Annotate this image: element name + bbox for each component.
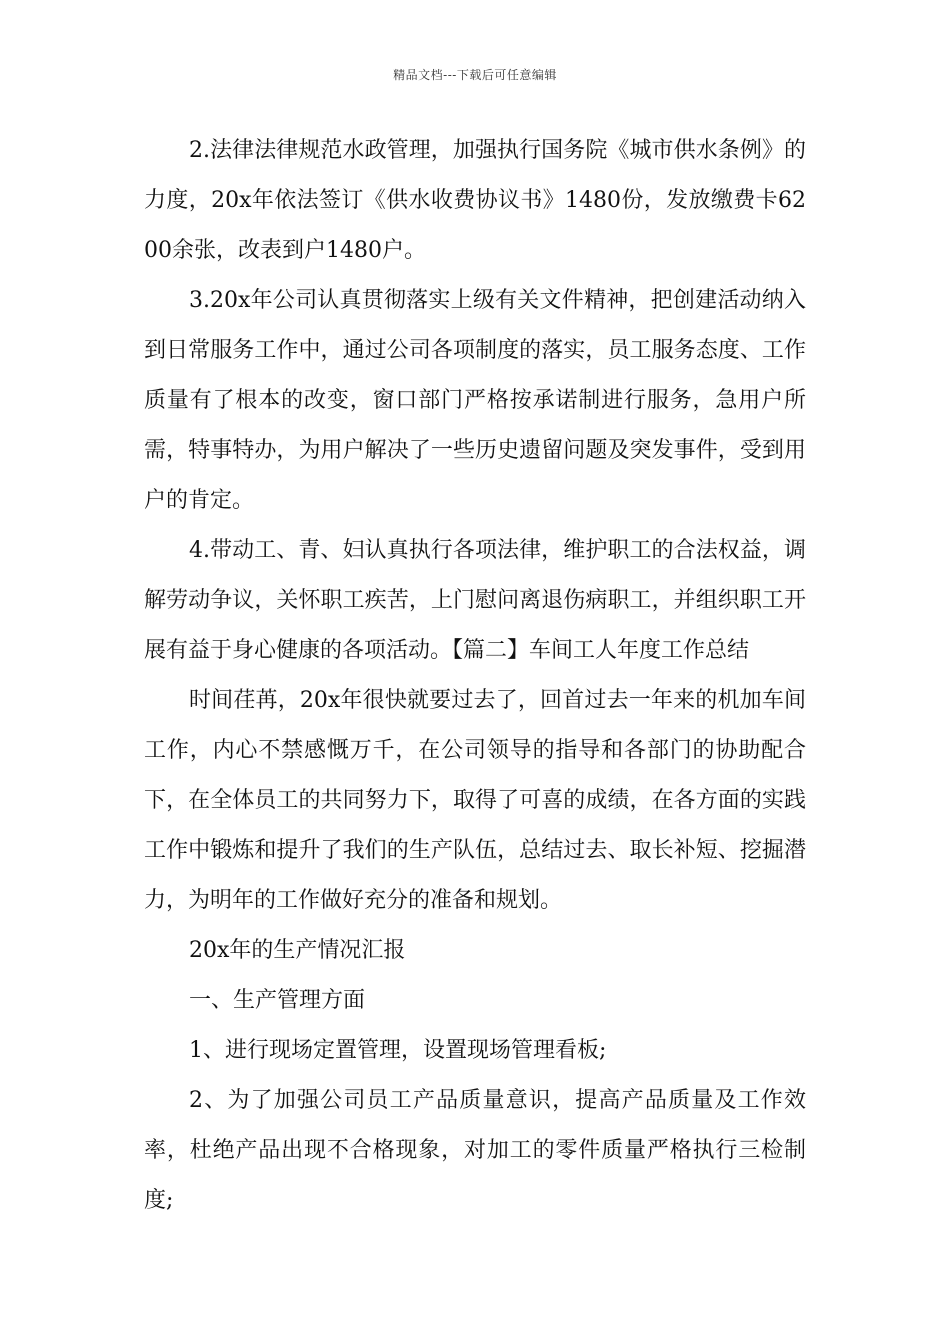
section-heading-production-management: 一、生产管理方面	[189, 988, 366, 1013]
paragraph-item-4: 4.带动工、青、妇认真执行各项法律，维护职工的合法权益，调解劳动争议，关怀职工疾苦，上门慰问离退伤病职工，并组织职工开展有益于身心健康的各项活动。【篇二】车间工人年度工作总结	[144, 538, 806, 663]
page-header: 精品文档---下载后可任意编辑	[393, 68, 557, 82]
list-item-1: 1、进行现场定置管理，设置现场管理看板;	[189, 1038, 607, 1063]
paragraph-summary-intro: 时间荏苒，20x年很快就要过去了，回首过去一年来的机加车间工作，内心不禁感慨万千，在公司领导的指导和各部门的协助配合下，在全体员工的共同努力下，取得了可喜的成绩，在各方面的实践工作中锻炼和提升了我们的生产队伍，总结过去、取长补短、挖掘潜力，为明年的工作做好充分的准备和规划。	[144, 688, 806, 913]
section-heading-production-report: 20x年的生产情况汇报	[189, 938, 406, 963]
paragraph-item-2: 2.法律法律规范水政管理，加强执行国务院《城市供水条例》的力度，20x年依法签订《供水收费协议书》1480份，发放缴费卡6200余张，改表到户1480户。	[144, 138, 806, 263]
document-body	[144, 126, 806, 1226]
paragraph-item-3: 3.20x年公司认真贯彻落实上级有关文件精神，把创建活动纳入到日常服务工作中，通过公司各项制度的落实，员工服务态度、工作质量有了根本的改变，窗口部门严格按承诺制进行服务，急用户所需，特事特办，为用户解决了一些历史遗留问题及突发事件，受到用户的肯定。	[144, 288, 806, 513]
list-item-2: 2、为了加强公司员工产品质量意识，提高产品质量及工作效率，杜绝产品出现不合格现象，对加工的零件质量严格执行三检制度;	[144, 1088, 806, 1213]
